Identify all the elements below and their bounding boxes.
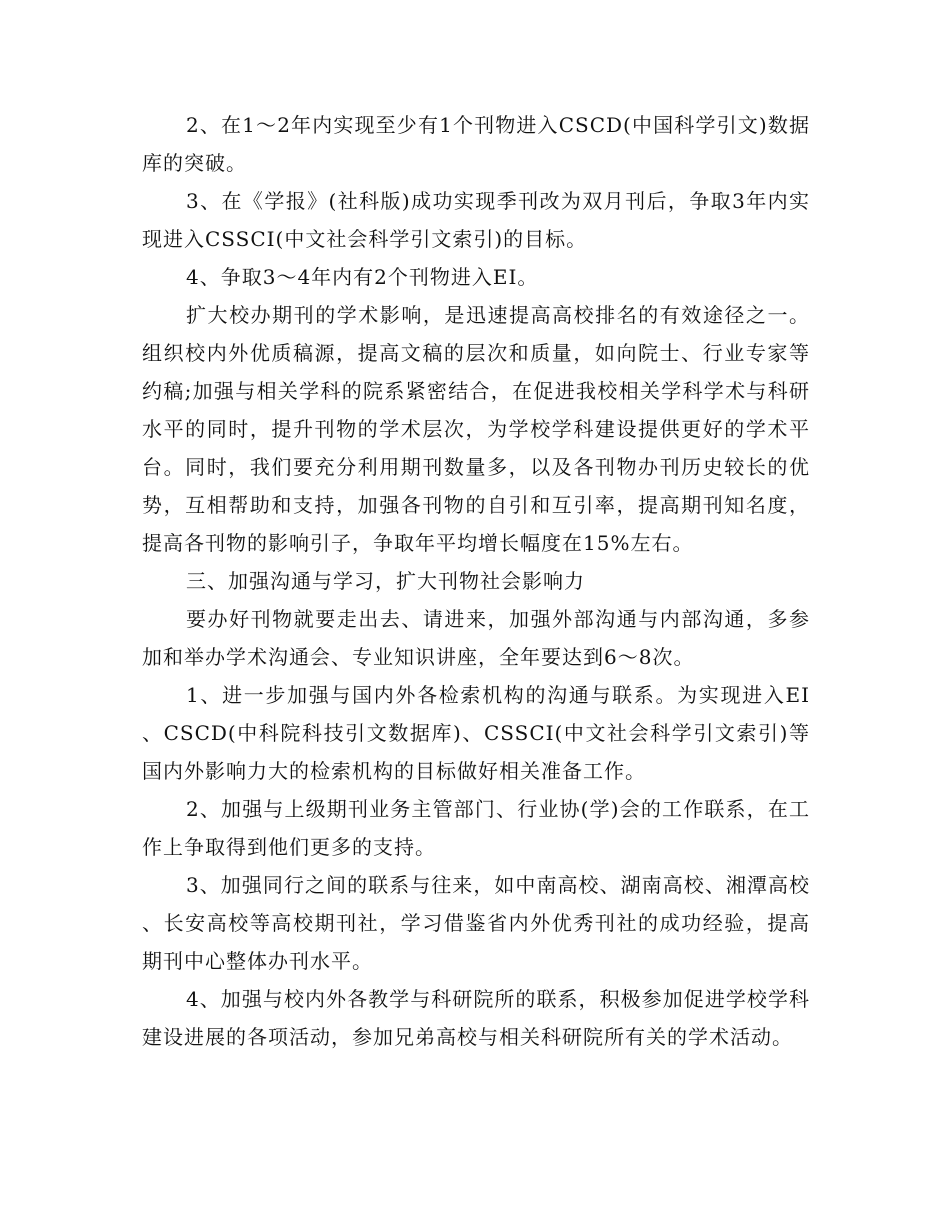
paragraph-item-4-institutes: 4、加强与校内外各教学与科研院所的联系，积极参加促进学校学科建设进展的各项活动，参加兄弟高校与相关科研院所有关的学术活动。 bbox=[142, 987, 810, 1049]
paragraph-academic-influence: 扩大校办期刊的学术影响，是迅速提高高校排名的有效途径之一。组织校内外优质稿源，提高文稿的层次和质量，如向院士、行业专家等约稿;加强与相关学科的院系紧密结合，在促进我校相关学科学术与科研水平的同时，提升刊物的学术层次，为学校学科建设提供更好的学术平台。同时，我们要充分利用期刊数量多，以及各刊物办刊历史较长的优势，互相帮助和支持，加强各刊物的自引和互引率，提高期刊知名度，提高各刊物的影响引子，争取年平均增长幅度在15%左右。 bbox=[142, 303, 810, 555]
paragraph-item-1-index-agencies: 1、进一步加强与国内外各检索机构的沟通与联系。为实现进入EI、CSCD(中科院科技引文数据库)、CSSCI(中文社会科学引文索引)等国内外影响力大的检索机构的目标做好相关准备工作。 bbox=[142, 683, 810, 783]
paragraph-item-3-peers: 3、加强同行之间的联系与往来，如中南高校、湖南高校、湘潭高校、长安高校等高校期刊社，学习借鉴省内外优秀刊社的成功经验，提高期刊中心整体办刊水平。 bbox=[142, 873, 810, 973]
section-heading-communication: 三、加强沟通与学习，扩大刊物社会影响力 bbox=[186, 569, 585, 593]
paragraph-go-out-invite-in: 要办好刊物就要走出去、请进来，加强外部沟通与内部沟通，多参加和举办学术沟通会、专业知识讲座，全年要达到6～8次。 bbox=[142, 607, 810, 669]
paragraph-item-2-authorities: 2、加强与上级期刊业务主管部门、行业协(学)会的工作联系，在工作上争取得到他们更多的支持。 bbox=[142, 797, 810, 859]
paragraph-goal-ei: 4、争取3～4年内有2个刊物进入EI。 bbox=[186, 265, 539, 289]
paragraph-goal-cscd: 2、在1～2年内实现至少有1个刊物进入CSCD(中国科学引文)数据库的突破。 bbox=[142, 113, 810, 175]
document-page bbox=[142, 106, 810, 1056]
paragraph-goal-cssci: 3、在《学报》(社科版)成功实现季刊改为双月刊后，争取3年内实现进入CSSCI(中文社会科学引文索引)的目标。 bbox=[142, 189, 810, 251]
